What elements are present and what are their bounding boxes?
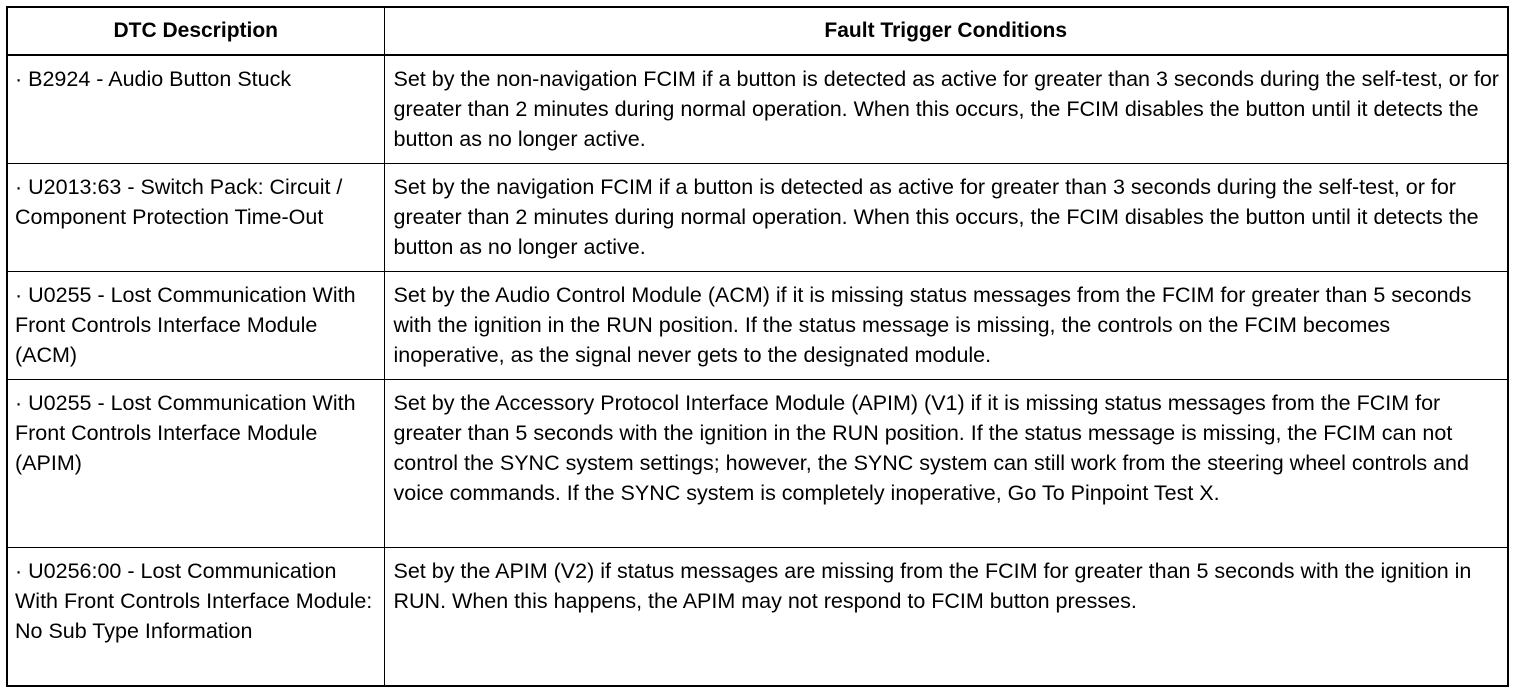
- table-row: [7, 548, 1508, 687]
- dtc-table: [6, 6, 1509, 687]
- dtc-cell: · U0255 - Lost Communication With Front Controls Interface Module (APIM): [7, 380, 384, 548]
- table-row: [7, 272, 1508, 380]
- header-dtc-description: DTC Description: [7, 7, 384, 55]
- condition-cell: Set by the Accessory Protocol Interface Module (APIM) (V1) if it is missing status messages from the FCIM for greater than 5 seconds with the ignition in the RUN position. If the status message is missing, the FCIM can not control the SYNC system settings; however, the SYNC system can still work from the steering wheel controls and voice commands. If the SYNC system is completely inoperative, Go To Pinpoint Test X.: [384, 380, 1508, 548]
- dtc-cell: · U2013:63 - Switch Pack: Circuit / Component Protection Time-Out: [7, 164, 384, 272]
- table-row: [7, 380, 1508, 548]
- dtc-cell: · U0256:00 - Lost Communication With Front Controls Interface Module: No Sub Type Information: [7, 548, 384, 687]
- condition-cell: Set by the Audio Control Module (ACM) if it is missing status messages from the FCIM for greater than 5 seconds with the ignition in the RUN position. If the status message is missing, the controls on the FCIM becomes inoperative, as the signal never gets to the designated module.: [384, 272, 1508, 380]
- dtc-cell: · U0255 - Lost Communication With Front Controls Interface Module (ACM): [7, 272, 384, 380]
- table-row: [7, 55, 1508, 164]
- dtc-cell: · B2924 - Audio Button Stuck: [7, 55, 384, 164]
- table-row: [7, 164, 1508, 272]
- condition-cell: Set by the APIM (V2) if status messages are missing from the FCIM for greater than 5 seconds with the ignition in RUN. When this happens, the APIM may not respond to FCIM button presses.: [384, 548, 1508, 687]
- header-row: [7, 7, 1508, 55]
- condition-cell: Set by the navigation FCIM if a button is detected as active for greater than 3 seconds during the self-test, or for greater than 2 minutes during normal operation. When this occurs, the FCIM disables the button until it detects the button as no longer active.: [384, 164, 1508, 272]
- condition-cell: Set by the non-navigation FCIM if a button is detected as active for greater than 3 seconds during the self-test, or for greater than 2 minutes during normal operation. When this occurs, the FCIM disables the button until it detects the button as no longer active.: [384, 55, 1508, 164]
- header-fault-trigger-conditions: Fault Trigger Conditions: [384, 7, 1508, 55]
